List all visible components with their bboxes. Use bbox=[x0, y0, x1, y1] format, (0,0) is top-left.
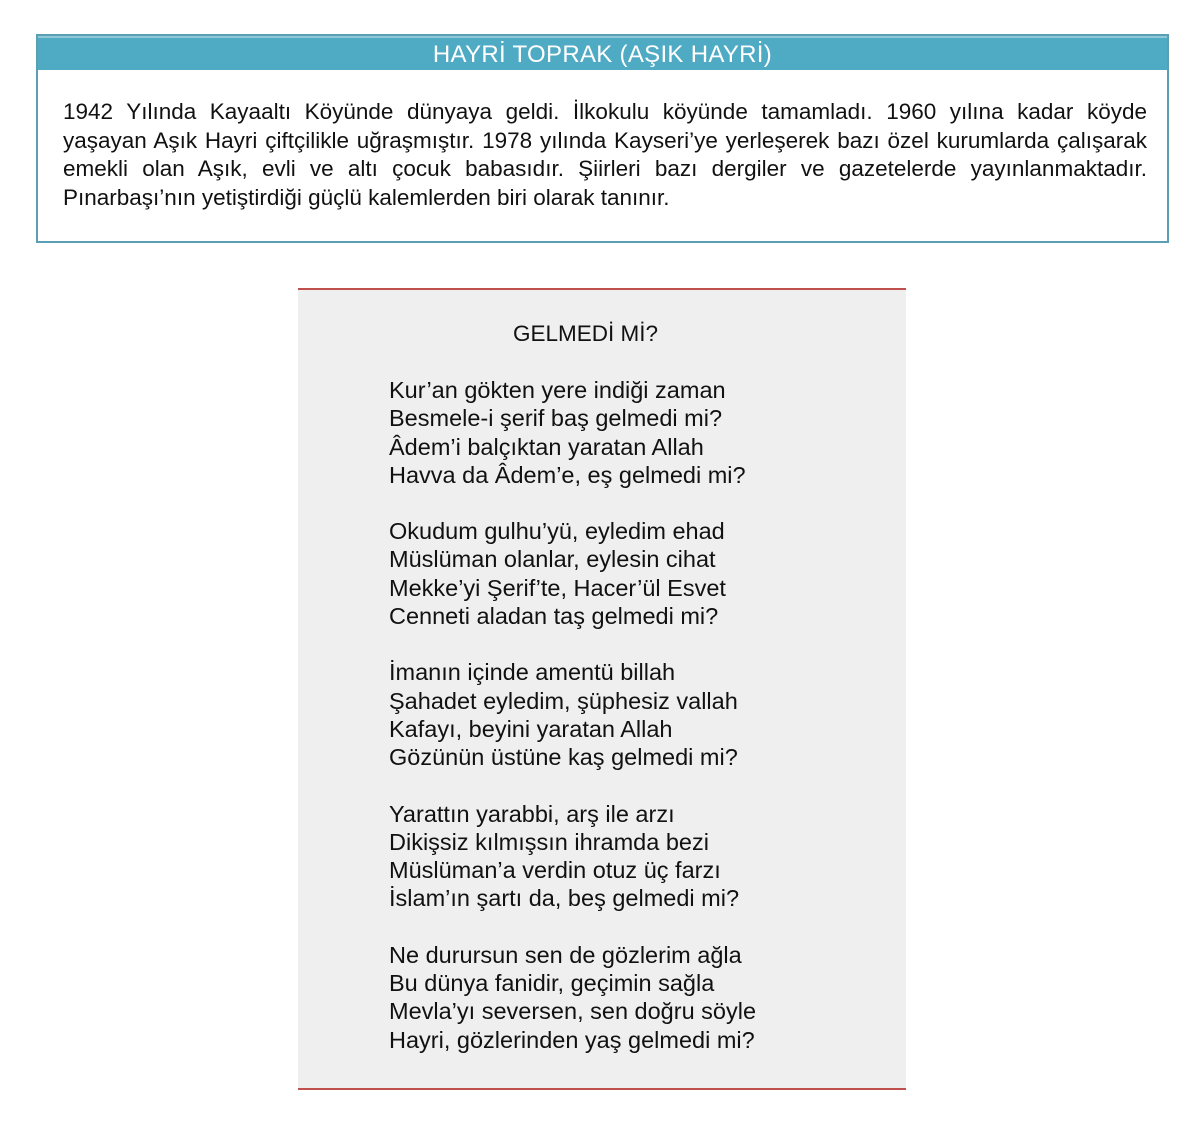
poem-line: Ne durursun sen de gözlerim ağla bbox=[389, 941, 742, 968]
biography-box bbox=[36, 34, 1169, 243]
poem-line: Okudum gulhu’yü, eyledim ehad bbox=[389, 518, 725, 545]
poem-line: İmanın içinde amentü billah bbox=[389, 659, 676, 686]
poem-line: Müslüman olanlar, eylesin cihat bbox=[389, 546, 716, 573]
poem-line: Dikişsiz kılmışsın ihramda bezi bbox=[389, 828, 709, 855]
poem-line: Müslüman’a verdin otuz üç farzı bbox=[389, 857, 721, 884]
poem-line: Mekke’yi Şerif’te, Hacer’ül Esvet bbox=[389, 574, 726, 601]
poem-stanza bbox=[389, 376, 889, 489]
poem-line: Mevla’yı seversen, sen doğru söyle bbox=[389, 998, 757, 1025]
poem-stanza bbox=[389, 941, 889, 1054]
poem-line: İslam’ın şartı da, beş gelmedi mi? bbox=[389, 885, 740, 912]
biography-text: 1942 Yılında Kayaaltı Köyünde dünyaya geldi. İlkokulu köyünde tamamladı. 1960 yılına kadar köyde yaşayan Aşık Hayri çiftçilikle uğraşmıştır. 1978 yılında Kayseri’ye yerleşerek bazı özel kurumlarda çalışarak emekli olan Aşık, evli ve altı çocuk babasıdır. Şiirleri bazı dergiler ve gazetelerde yayınlanmaktadır. Pınarbaşı’nın yetiştirdiği güçlü kalemlerden biri olarak tanınır. bbox=[63, 99, 1147, 210]
poem-line: Bu dünya fanidir, geçimin sağla bbox=[389, 970, 715, 997]
poem-title: GELMEDİ Mİ? bbox=[512, 321, 659, 346]
poem-line: Gözünün üstüne kaş gelmedi mi? bbox=[389, 744, 738, 771]
poem-stanza bbox=[389, 517, 889, 630]
poem-line: Kur’an gökten yere indiği zaman bbox=[389, 377, 726, 403]
poem-line: Cenneti aladan taş gelmedi mi? bbox=[389, 603, 719, 630]
poem-stanza bbox=[389, 800, 889, 913]
biography-header: HAYRİ TOPRAK (AŞIK HAYRİ) bbox=[38, 36, 1167, 70]
poem-box bbox=[298, 288, 906, 1090]
poem-line: Yarattın yarabbi, arş ile arzı bbox=[389, 800, 675, 827]
poem-line: Havva da Âdem’e, eş gelmedi mi? bbox=[389, 461, 746, 488]
poem-line: Besmele-i şerif baş gelmedi mi? bbox=[389, 405, 723, 432]
poem-line: Kafayı, beyini yaratan Allah bbox=[389, 715, 673, 742]
poem-stanza bbox=[389, 658, 889, 771]
poem-body bbox=[389, 376, 889, 1082]
poem-line: Âdem’i balçıktan yaratan Allah bbox=[389, 433, 704, 460]
poem-line: Hayri, gözlerinden yaş gelmedi mi? bbox=[389, 1026, 755, 1053]
poem-line: Şahadet eyledim, şüphesiz vallah bbox=[389, 687, 738, 714]
